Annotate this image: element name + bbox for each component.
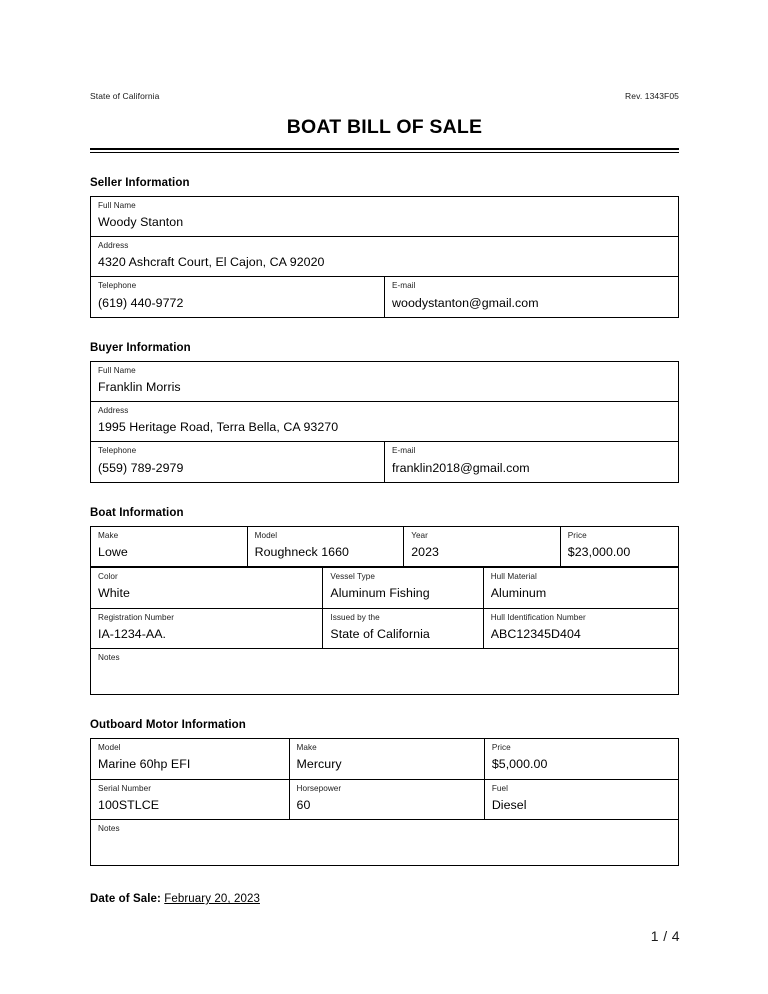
page-number: 1 / 4 [650,928,680,944]
seller-full-name-value: Woody Stanton [98,214,184,229]
motor-fuel-label: Fuel [491,783,508,793]
boat-issued-by-value: State of California [330,626,430,641]
motor-model-label: Model [98,743,121,753]
buyer-telephone-value: (559) 789-2979 [98,460,184,475]
boat-vessel-type-label: Vessel Type [330,572,375,582]
table-row [91,442,679,482]
motor-model-cell[interactable] [91,739,290,779]
seller-telephone-label: Telephone [98,281,137,291]
outboard-motor-information-table [90,738,679,866]
seller-full-name-label: Full Name [98,200,136,210]
boat-hull-material-cell[interactable] [483,568,678,608]
buyer-full-name-cell[interactable] [91,361,679,401]
boat-price-label: Price [567,530,587,540]
boat-registration-number-label: Registration Number [98,612,175,622]
boat-vessel-type-value: Aluminum Fishing [330,586,430,601]
motor-make-label: Make [296,743,317,753]
date-of-sale-label: Date of Sale: [90,893,161,906]
seller-email-value: woodystanton@gmail.com [392,295,539,310]
motor-horsepower-value: 60 [296,797,311,812]
table-row [91,568,679,608]
table-row [91,739,679,779]
seller-address-cell[interactable] [91,236,679,276]
state-label: State of California [90,91,160,101]
boat-notes-cell[interactable] [91,648,679,694]
seller-address-label: Address [98,240,129,250]
motor-notes-value [98,837,671,859]
boat-hull-identification-number-cell[interactable] [483,608,678,648]
motor-serial-number-value: 100STLCE [98,797,160,812]
motor-price-label: Price [491,743,511,753]
buyer-information-table [90,361,679,483]
seller-information-table [90,196,679,318]
seller-telephone-value: (619) 440-9772 [98,295,184,310]
motor-make-value: Mercury [296,757,342,772]
boat-information-table [90,526,679,567]
boat-hull-material-label: Hull Material [490,572,537,582]
buyer-address-cell[interactable] [91,402,679,442]
boat-model-cell[interactable] [247,526,404,566]
boat-hull-material-value: Aluminum [490,586,547,601]
buyer-email-cell[interactable] [385,442,679,482]
section-heading-seller: Seller Information [90,176,190,189]
seller-address-value: 4320 Ashcraft Court, El Cajon, CA 92020 [98,255,325,270]
date-of-sale-value: February 20, 2023 [164,893,260,906]
motor-price-cell[interactable] [484,739,678,779]
boat-year-cell[interactable] [404,526,561,566]
table-row [91,648,679,694]
boat-year-value: 2023 [411,545,439,560]
revision-code: Rev. 1343F05 [625,91,679,101]
boat-color-cell[interactable] [91,568,323,608]
boat-vessel-type-cell[interactable] [323,568,483,608]
motor-price-value: $5,000.00 [491,757,548,772]
section-heading-boat: Boat Information [90,506,184,519]
motor-fuel-value: Diesel [491,797,527,812]
seller-email-label: E-mail [392,281,416,291]
table-row [91,526,679,566]
buyer-full-name-value: Franklin Morris [98,379,181,394]
boat-make-cell[interactable] [91,526,248,566]
table-row [91,608,679,648]
motor-horsepower-label: Horsepower [296,783,342,793]
motor-make-cell[interactable] [289,739,484,779]
buyer-telephone-cell[interactable] [91,442,385,482]
boat-notes-value [98,666,671,688]
boat-registration-number-value: IA-1234-AA. [98,626,167,641]
motor-horsepower-cell[interactable] [289,779,484,819]
title-divider [90,148,679,153]
buyer-address-label: Address [98,406,129,416]
buyer-full-name-label: Full Name [98,365,136,375]
date-of-sale [90,893,679,905]
document-header [90,0,679,101]
title-divider-thin [90,152,679,153]
boat-model-label: Model [254,530,278,540]
boat-make-label: Make [98,530,119,540]
boat-price-cell[interactable] [560,526,678,566]
boat-hull-identification-number-value: ABC12345D404 [490,626,581,641]
buyer-address-value: 1995 Heritage Road, Terra Bella, CA 93270 [98,420,339,435]
boat-registration-number-cell[interactable] [91,608,323,648]
table-row [91,277,679,317]
table-row [91,402,679,442]
section-heading-outboard-motor: Outboard Motor Information [90,719,246,732]
boat-hull-identification-number-label: Hull Identification Number [490,612,586,622]
boat-notes-label: Notes [98,652,120,662]
seller-telephone-cell[interactable] [91,277,385,317]
document-body [90,0,679,905]
motor-notes-label: Notes [98,823,120,833]
page-title: BOAT BILL OF SALE [286,116,483,138]
motor-serial-number-cell[interactable] [91,779,290,819]
boat-color-label: Color [98,572,118,582]
buyer-email-value: franklin2018@gmail.com [392,460,530,475]
seller-full-name-cell[interactable] [91,196,679,236]
table-row [91,779,679,819]
motor-fuel-cell[interactable] [484,779,678,819]
table-row [91,819,679,865]
table-row [91,361,679,401]
table-row [91,236,679,276]
boat-issued-by-label: Issued by the [330,612,380,622]
boat-make-value: Lowe [98,545,128,560]
boat-year-label: Year [411,530,428,540]
motor-notes-cell[interactable] [91,819,679,865]
boat-information-table-secondary [90,567,679,695]
boat-color-value: White [98,586,130,601]
buyer-email-label: E-mail [392,446,416,456]
table-row [91,196,679,236]
motor-serial-number-label: Serial Number [98,783,151,793]
boat-model-value: Roughneck 1660 [254,545,349,560]
boat-issued-by-cell[interactable] [323,608,483,648]
seller-email-cell[interactable] [385,277,679,317]
section-heading-buyer: Buyer Information [90,341,191,354]
boat-price-value: $23,000.00 [567,545,631,560]
buyer-telephone-label: Telephone [98,446,137,456]
motor-model-value: Marine 60hp EFI [98,757,191,772]
